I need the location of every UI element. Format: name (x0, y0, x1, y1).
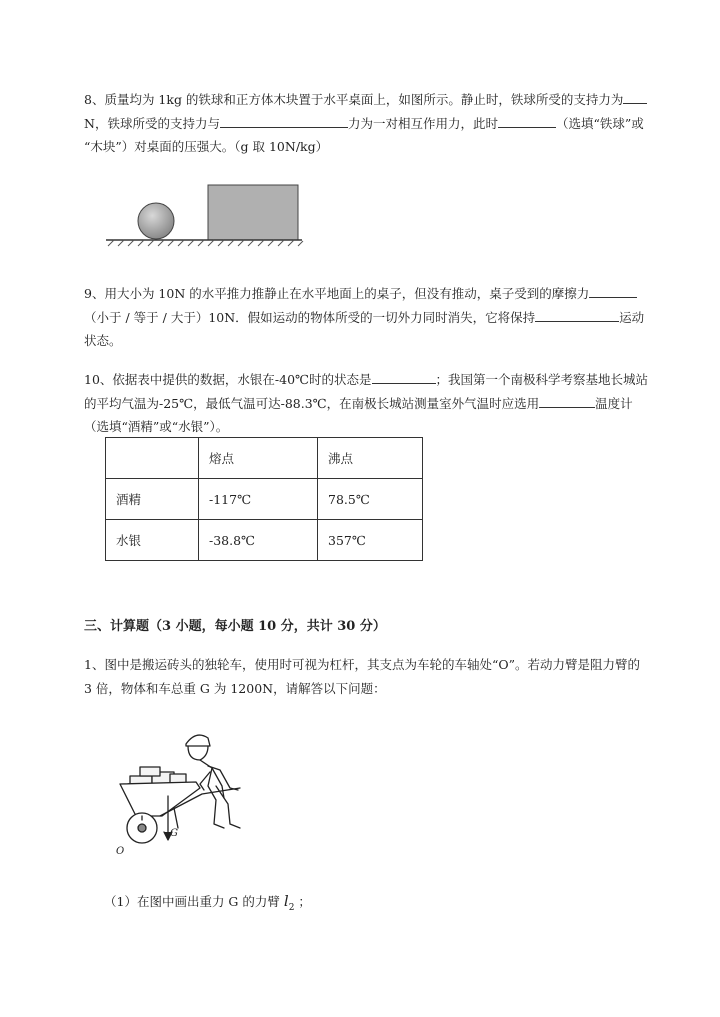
table-hatching (108, 240, 303, 246)
barrow-leg (174, 808, 178, 828)
q10-line-2: 的平均气温为-25℃，最低气温可达-88.3℃，在南极长城站测量室外气温时应选用 温度计 (84, 396, 633, 411)
table-row (106, 479, 423, 520)
lever-arm-symbol-l2: $l_2$ (283, 892, 295, 913)
melting-boiling-point-table (105, 437, 423, 561)
table-cell: 酒精 (106, 479, 199, 520)
section-3-heading: 三、计算题（3 小题，每小题 10 分，共计 30 分） (84, 619, 386, 634)
barrow-tray (120, 782, 200, 816)
q10-blank-mercury-state[interactable] (372, 370, 436, 384)
c1-line-1: 1、图中是搬运砖头的独轮车，使用时可视为杠杆，其支点为车轮的车轴处“O”。若动力臂是阻力臂的 (84, 657, 640, 672)
c1-line-2: 3 倍，物体和车总重 G 为 1200N，请解答以下问题： (84, 681, 386, 696)
q10-blank-thermometer[interactable] (539, 394, 595, 408)
wheelbarrow-figure (112, 724, 262, 860)
q9-line-3: 状态。 (84, 333, 122, 348)
q8-blank-object[interactable] (498, 114, 556, 128)
q10-line-1: 10、依据表中提供的数据，水银在-40℃时的状态是 ；我国第一个南极科学考察基地长城站 (84, 372, 649, 387)
q8-line-3: “木块”）对桌面的压强大。（g 取 10N/kg） (84, 139, 329, 154)
q9-line-2: （小于 / 等于 / 大于）10N．假如运动的物体所受的一切外力同时消失，它将保持 运动 (84, 310, 645, 325)
q8-line-1: 8、质量均为 1kg 的铁球和正方体木块置于水平桌面上，如图所示。静止时，铁球所受的支持力为 (84, 90, 647, 109)
table-cell: -117℃ (199, 479, 318, 520)
q8-line-2: N，铁球所受的支持力与 力为一对相互作用力，此时 （选填“铁球”或 (84, 116, 644, 131)
q9-blank-motion-state[interactable] (535, 308, 619, 322)
table-header-cell: 沸点 (318, 438, 423, 479)
table-header-cell: 熔点 (199, 438, 318, 479)
table-cell: 357℃ (318, 520, 423, 561)
table-cell: -38.8℃ (199, 520, 318, 561)
q8-blank-reaction-force[interactable] (220, 114, 348, 128)
q9-line-1: 9、用大小为 10N 的水平推力推静止在水平地面上的桌子，但没有推动，桌子受到的摩擦力 (84, 284, 637, 303)
table-header-row (106, 438, 423, 479)
gravity-label-g: G (170, 828, 178, 839)
q8-blank-support-force[interactable] (623, 90, 647, 104)
pivot-label-o: O (116, 846, 125, 857)
q9-blank-friction[interactable] (589, 284, 637, 298)
wooden-block (208, 185, 298, 240)
c1-subquestion-1: （1）在图中画出重力 G 的力臂 $l_2$ ； (104, 892, 311, 913)
q10-line-3: （选填“酒精”或“水银”）。 (84, 419, 229, 434)
iron-ball (138, 203, 174, 239)
table-header-cell (106, 438, 199, 479)
table-cell: 78.5℃ (318, 479, 423, 520)
ball-and-block-figure (104, 176, 304, 248)
table-row (106, 520, 423, 561)
table-cell: 水银 (106, 520, 199, 561)
